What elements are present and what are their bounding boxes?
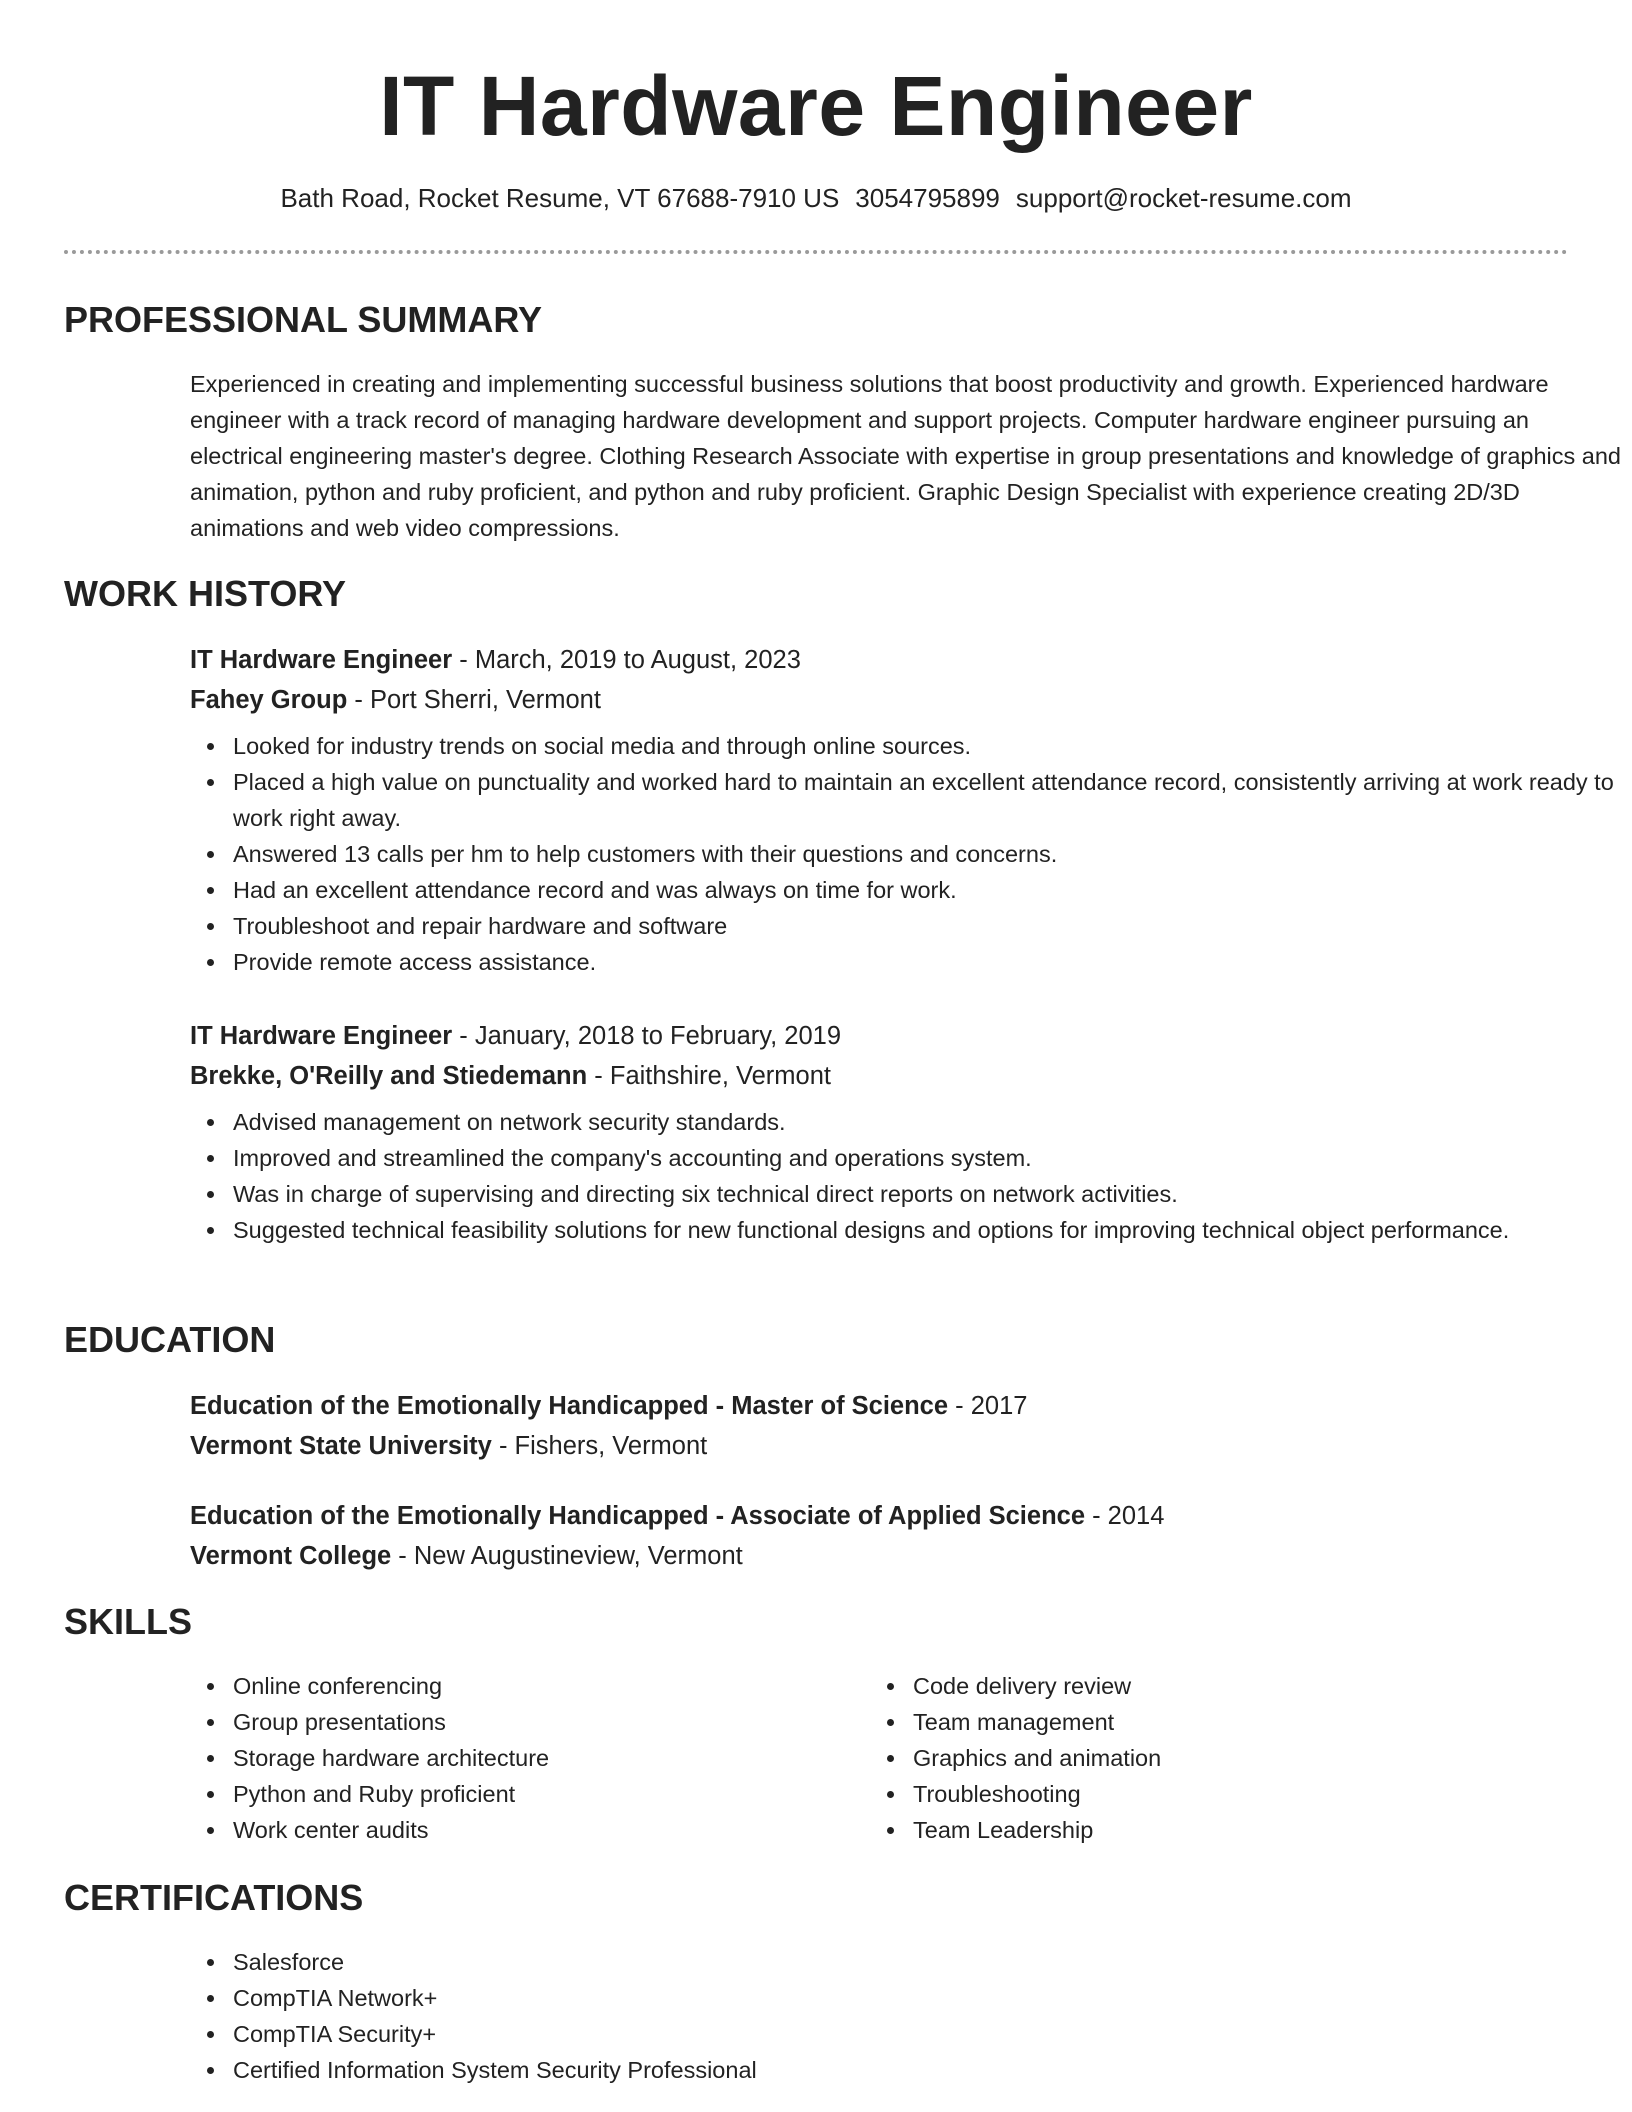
summary-heading: PROFESSIONAL SUMMARY bbox=[64, 299, 543, 340]
education-entry-1 bbox=[190, 1386, 1626, 1466]
contact-email: support@rocket-resume.com bbox=[1015, 183, 1352, 213]
education-degree: Education of the Emotionally Handicapped - Master of Science bbox=[190, 1392, 949, 1420]
list-item: Salesforce bbox=[190, 1944, 1626, 1980]
list-item: Advised management on network security standards. bbox=[190, 1104, 1626, 1140]
education-entry-2 bbox=[190, 1496, 1626, 1576]
education-school: Vermont State University bbox=[190, 1432, 492, 1460]
list-item: Storage hardware architecture bbox=[190, 1740, 850, 1776]
list-item: Work center audits bbox=[190, 1812, 850, 1848]
list-item: Troubleshooting bbox=[870, 1776, 1530, 1812]
job-location: - Faithshire, Vermont bbox=[587, 1062, 831, 1090]
job-2-duties bbox=[190, 1104, 1626, 1248]
certifications-list bbox=[190, 1944, 1626, 2088]
list-item: CompTIA Security+ bbox=[190, 2016, 1626, 2052]
job-location: - Port Sherri, Vermont bbox=[347, 686, 601, 714]
summary-text: Experienced in creating and implementing successful business solutions that boost productivity and growth. Experienced hardware engineer with a track record of managing hardware development and support projects. Computer hardware engineer pursuing an electrical engineering master's degree. Clothing Research Associate with expertise in group presentations and knowledge of graphics and animation, python and ruby proficient, and python and ruby proficient. Graphic Design Specialist with experience creating 2D/3D animations and web video compressions. bbox=[190, 371, 1621, 541]
skills-column-left bbox=[190, 1668, 850, 1848]
list-item: Provide remote access assistance. bbox=[190, 944, 1626, 980]
education-location: - Fishers, Vermont bbox=[491, 1432, 708, 1460]
work-history-heading: WORK HISTORY bbox=[64, 573, 347, 614]
education-year: - 2017 bbox=[948, 1392, 1028, 1420]
education-year: - 2014 bbox=[1085, 1502, 1165, 1530]
job-dates: - January, 2018 to February, 2019 bbox=[452, 1022, 842, 1050]
education-school-line bbox=[190, 1426, 1626, 1466]
list-item: Certified Information System Security Professional bbox=[190, 2052, 1626, 2088]
list-item: Suggested technical feasibility solutions for new functional designs and options for improving technical object performance. bbox=[190, 1212, 1626, 1248]
list-item: Code delivery review bbox=[870, 1668, 1530, 1704]
job-entry-1 bbox=[190, 640, 1626, 720]
list-item: Team management bbox=[870, 1704, 1530, 1740]
list-item: Was in charge of supervising and directing six technical direct reports on network activities. bbox=[190, 1176, 1626, 1212]
education-degree: Education of the Emotionally Handicapped - Associate of Applied Science bbox=[190, 1502, 1086, 1530]
certifications-heading: CERTIFICATIONS bbox=[64, 1877, 364, 1918]
job-company-line bbox=[190, 1056, 1626, 1096]
job-title: IT Hardware Engineer bbox=[190, 1022, 453, 1050]
list-item: Answered 13 calls per hm to help customers with their questions and concerns. bbox=[190, 836, 1626, 872]
job-duties-list bbox=[190, 1104, 1626, 1248]
education-degree-line bbox=[190, 1386, 1626, 1426]
job-title: IT Hardware Engineer bbox=[190, 646, 453, 674]
education-school-line bbox=[190, 1536, 1626, 1576]
list-item: Team Leadership bbox=[870, 1812, 1530, 1848]
job-dates: - March, 2019 to August, 2023 bbox=[452, 646, 801, 674]
list-item: Placed a high value on punctuality and worked hard to maintain an excellent attendance record, consistently arriving at work ready to work right away. bbox=[190, 764, 1626, 836]
job-title-line bbox=[190, 1016, 1626, 1056]
education-school: Vermont College bbox=[190, 1542, 392, 1570]
skills-heading: SKILLS bbox=[64, 1601, 193, 1642]
job-duties-list bbox=[190, 728, 1626, 980]
list-item: Looked for industry trends on social media and through online sources. bbox=[190, 728, 1626, 764]
skills-column-right bbox=[870, 1668, 1530, 1848]
list-item: Improved and streamlined the company's accounting and operations system. bbox=[190, 1140, 1626, 1176]
certifications-block bbox=[190, 1944, 1626, 2088]
contact-address: Bath Road, Rocket Resume, VT 67688-7910 US bbox=[280, 183, 840, 213]
job-company-line bbox=[190, 680, 1626, 720]
job-company: Fahey Group bbox=[190, 686, 348, 714]
education-location: - New Augustineview, Vermont bbox=[391, 1542, 743, 1570]
resume-name: IT Hardware Engineer bbox=[379, 59, 1253, 153]
list-item: Troubleshoot and repair hardware and software bbox=[190, 908, 1626, 944]
education-degree-line bbox=[190, 1496, 1626, 1536]
contact-line bbox=[64, 180, 1568, 216]
list-item: Had an excellent attendance record and was always on time for work. bbox=[190, 872, 1626, 908]
list-item: Graphics and animation bbox=[870, 1740, 1530, 1776]
job-title-line bbox=[190, 640, 1626, 680]
list-item: CompTIA Network+ bbox=[190, 1980, 1626, 2016]
header-divider bbox=[64, 250, 1568, 254]
contact-phone: 3054795899 bbox=[855, 183, 1000, 213]
list-item: Python and Ruby proficient bbox=[190, 1776, 850, 1812]
job-entry-2 bbox=[190, 1016, 1626, 1096]
skills-list-right bbox=[870, 1668, 1530, 1848]
education-heading: EDUCATION bbox=[64, 1319, 276, 1360]
job-1-duties bbox=[190, 728, 1626, 980]
job-company: Brekke, O'Reilly and Stiedemann bbox=[190, 1062, 588, 1090]
summary-block bbox=[190, 366, 1626, 546]
skills-list-left bbox=[190, 1668, 850, 1848]
list-item: Group presentations bbox=[190, 1704, 850, 1740]
list-item: Online conferencing bbox=[190, 1668, 850, 1704]
